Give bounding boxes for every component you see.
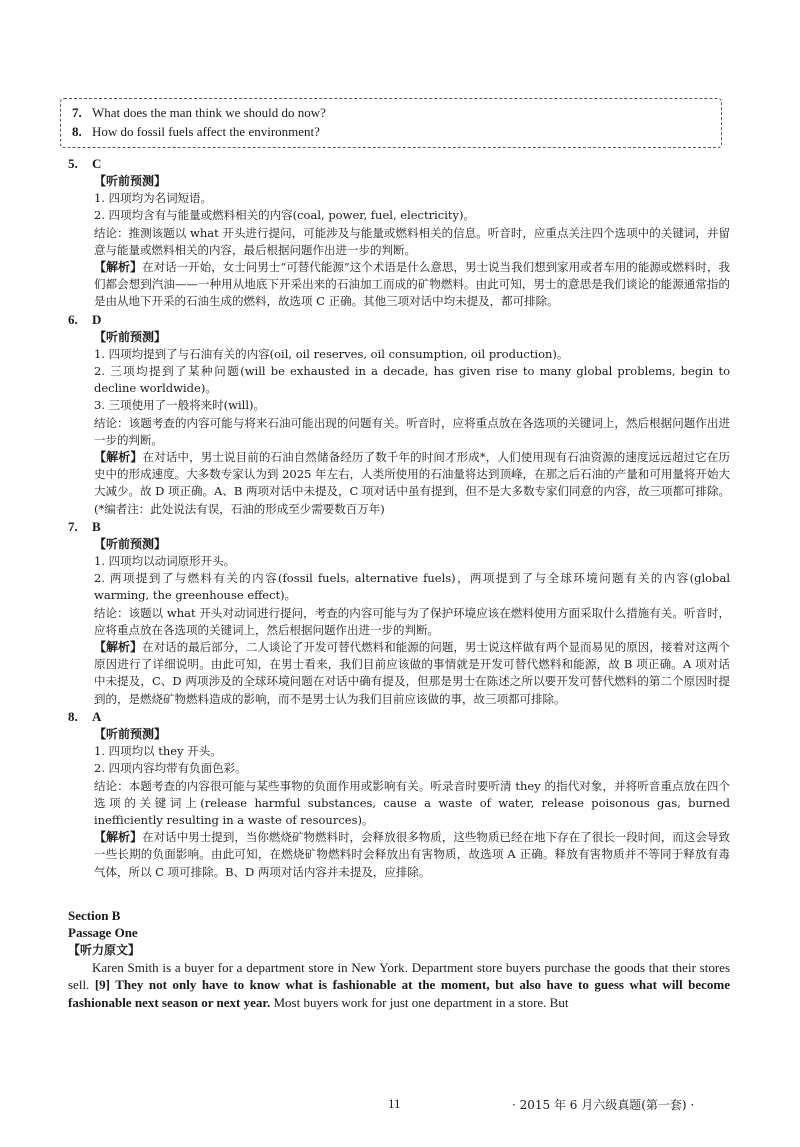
answer-number: 6. [68, 311, 78, 327]
analysis-paragraph [94, 639, 730, 708]
analysis-text: 在对话一开始，女士问男士“可替代能源”这个术语是什么意思，男士说当我们想到家用或者车用的能源或燃料时，我们都会想到汽油——一种用从地底下开采出来的石油加工而成的矿物燃料。由此可知，男士的意思是我们谈论的能源通常指的是由从地下开采的石油生成的燃料，故选项 C 正确。其他三项对话中均未提及，都可排除。 [94, 260, 730, 309]
answer-letter: D [92, 311, 102, 327]
analysis-text: 在对话的最后部分，二人谈论了开发可替代燃料和能源的问题，男士说这样做有两个显而易见的原因，接着对这两个原因进行了详细说明。由此可知，在男士看来，我们目前应该做的事情就是开发可替代燃料和能源，故 B 项正确。A 项对话中未提及，C、D 两项涉及的全球环境问题在对话中确有提及，但那是男士在陈述之所以要开发可替代燃料的第二个原因时提到的，是燃烧矿物燃料造成的影响，而不是男士认为我们目前应该做的事，故三项都可排除。 [94, 640, 730, 706]
prediction-conclusion: 结论：该题考查的内容可能与将来石油可能出现的问题有关。听音时，应将重点放在各选项的关键词上，然后根据问题作出进一步的判断。 [94, 415, 730, 447]
question-8 [72, 123, 320, 141]
passage-title: Passage One [68, 924, 138, 940]
question-7 [72, 104, 326, 122]
prediction-tag: 【听前预测】 [94, 536, 167, 551]
prediction-tag: 【听前预测】 [94, 726, 167, 741]
prediction-line: 1. 四项均为名词短语。 [94, 191, 213, 206]
answer-8 [70, 708, 730, 881]
question-number: 7. [72, 105, 82, 120]
answer-number: 8. [68, 708, 78, 724]
prediction-line: 2. 四项内容均带有负面色彩。 [94, 761, 247, 776]
prediction-tag: 【听前预测】 [94, 174, 167, 188]
prediction-conclusion: 结论：推测该题以 what 开头进行提问，可能涉及与能量或燃料相关的信息。听音时，应重点关注四个选项中的关键词，并留意与能量或燃料相关的内容，最后根据问题作出进一步的判断。 [94, 225, 730, 257]
answer-number: 5. [68, 156, 78, 171]
prediction-line: 1. 四项均以动词原形开头。 [94, 554, 236, 569]
answer-heading [68, 311, 730, 329]
prediction-line: 2. 四项均含有与能量或燃料相关的内容(coal, power, fuel, electricity)。 [94, 208, 476, 223]
prediction-line: 3. 三项使用了一般将来时(will)。 [94, 398, 265, 413]
prediction-line: 1. 四项均提到了与石油有关的内容(oil, oil reserves, oil consumption, oil production)。 [94, 346, 569, 361]
answer-heading [68, 518, 730, 536]
transcript-tag: 【听力原文】 [68, 942, 141, 957]
analysis-tag: 【解析】 [94, 830, 143, 845]
page-number: 11 [388, 1096, 401, 1111]
section-title: Section B [68, 907, 121, 923]
transcript-paragraph [68, 959, 730, 1012]
answer-7 [70, 518, 730, 708]
answer-number: 7. [68, 518, 78, 534]
prediction-line: 2. 两项提到了与燃料有关的内容(fossil fuels, alternative fuels)，两项提到了与全球环境问题有关的内容(global warming, the greenhouse effect)。 [94, 571, 730, 603]
analysis-paragraph [94, 829, 730, 881]
answer-content [70, 155, 730, 1011]
answer-6 [70, 311, 730, 518]
analysis-paragraph [94, 449, 730, 518]
prediction-tag: 【听前预测】 [94, 329, 167, 344]
analysis-tag: 【解析】 [94, 450, 143, 465]
prediction-line: 1. 四项均以 they 开头。 [94, 744, 222, 759]
analysis-tag: 【解析】 [94, 260, 143, 275]
answer-heading [68, 155, 730, 173]
section-b [68, 907, 730, 1012]
answer-5 [70, 155, 730, 311]
answer-letter: C [92, 156, 102, 171]
question-marker: [9] [94, 977, 110, 993]
answer-heading [68, 708, 730, 726]
analysis-paragraph [94, 259, 730, 311]
prediction-line: 2. 三项均提到了某种问题(will be exhausted in a decade, has given rise to many global problems, begin to decline worldwide)。 [94, 364, 730, 396]
prediction-conclusion: 结论：该题以 what 开头对动词进行提问，考查的内容可能与为了保护环境应该在燃料使用方面采取什么措施有关。听音时，应将重点放在各选项的关键词上，然后根据问题作出进一步的判断。 [94, 605, 730, 637]
question-text: What does the man think we should do now? [92, 105, 326, 120]
answer-letter: B [92, 518, 101, 534]
question-number: 8. [72, 124, 82, 139]
answer-letter: A [92, 708, 102, 724]
prediction-conclusion: 结论：本题考查的内容很可能与某些事物的负面作用或影响有关。听录音时要听清 they 的指代对象，并将听音重点放在四个选项的关键词上(release harmful substances, cause a waste of water, release poisonous gas, burned inefficiently resulting in a waste of resources)。 [94, 778, 730, 827]
running-footer: · 2015 年 6 月六级真题(第一套) · [512, 1098, 695, 1112]
analysis-text: 在对话中男士提到，当你燃烧矿物燃料时，会释放很多物质，这些物质已经在地下存在了很长一段时间，而这会导致一些长期的负面影响。由此可知，在燃烧矿物燃料时会释放出有害物质，故选项 A 正确。释放有害物质并不等同于释放有毒气体，所以 C 项可排除。B、D 两项对话内容并未提及，应排除。 [94, 830, 730, 879]
analysis-tag: 【解析】 [94, 640, 143, 655]
transcript-text-end: Most buyers work for just one department in a store. But [270, 994, 569, 1010]
transcript-text-start: Karen Smith is a buyer for a department store in New York. Department store buyers purchase the goods that their stores sell. [68, 959, 730, 993]
transcript-key-sentence: They not only have to know what is fashionable at the moment, but also have to guess what will become fashionable next season or next year. [68, 977, 731, 1010]
analysis-text: 在对话中，男士说目前的石油自然储备经历了数千年的时间才形成*，人们使用现有石油资源的速度远远超过它在历史中的形成速度。大多数专家认为到 2025 年左右，人类所使用的石油量将达到顶峰，在那之后石油的产量和可用量将开始大大减少。故 D 项正确。A、B 两项对话中未提及，C 项对话中虽有提到，但不是大多数专家们同意的内容，故三项都可排除。(*编者注：此处说法有误，石油的形成至少需要数百万年) [94, 450, 730, 516]
question-text: How do fossil fuels affect the environment? [92, 124, 320, 139]
